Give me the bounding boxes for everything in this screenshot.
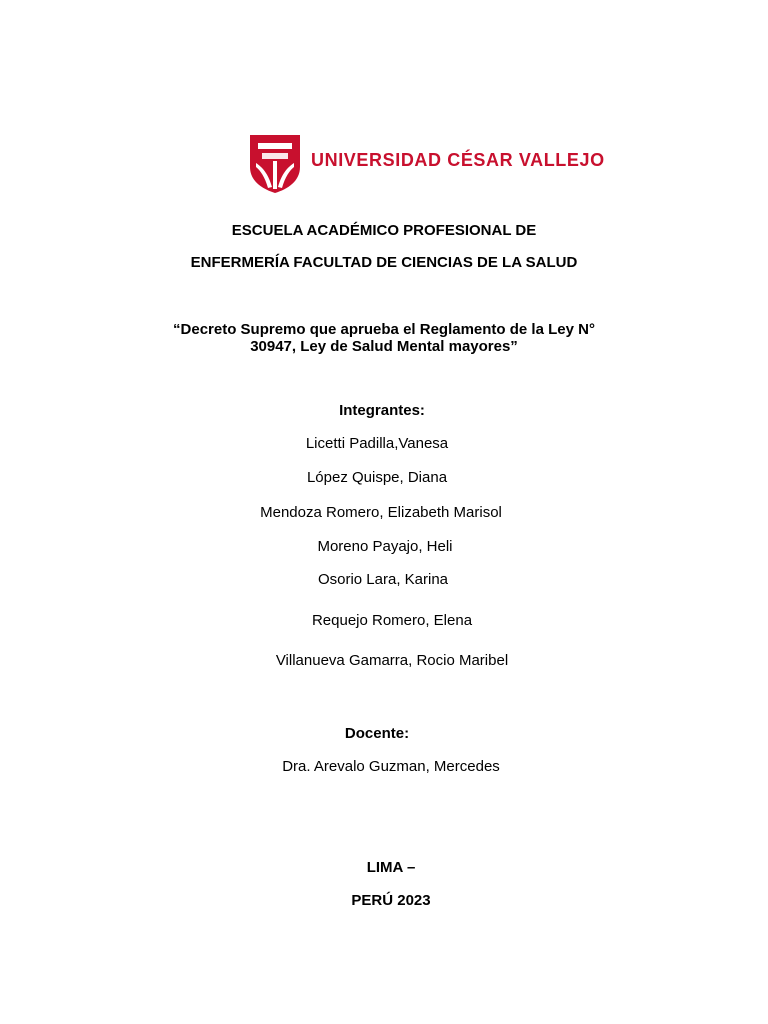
member-name: Villanueva Gamarra, Rocio Maribel	[275, 652, 509, 669]
university-logo	[248, 133, 605, 195]
document-title-line-1: “Decreto Supremo que aprueba el Reglamento de la Ley N°	[173, 321, 595, 338]
member-name: Licetti Padilla,Vanesa	[305, 435, 449, 452]
faculty-line: ENFERMERÍA FACULTAD DE CIENCIAS DE LA SALUD	[190, 254, 578, 271]
teacher-name: Dra. Arevalo Guzman, Mercedes	[282, 758, 500, 775]
members-heading: Integrantes:	[339, 402, 425, 419]
university-name: UNIVERSIDAD CÉSAR VALLEJO	[311, 150, 605, 170]
member-name: López Quispe, Diana	[306, 469, 448, 486]
member-name: Requejo Romero, Elena	[311, 612, 473, 629]
shield-icon	[248, 133, 302, 195]
city-line: LIMA –	[366, 859, 416, 876]
member-name: Osorio Lara, Karina	[317, 571, 449, 588]
member-name: Mendoza Romero, Elizabeth Marisol	[260, 504, 502, 521]
member-name: Moreno Payajo, Heli	[317, 538, 453, 555]
school-line: ESCUELA ACADÉMICO PROFESIONAL DE	[231, 222, 537, 239]
country-year-line: PERÚ 2023	[351, 892, 431, 909]
teacher-heading: Docente:	[344, 725, 410, 742]
document-title-line-2: 30947, Ley de Salud Mental mayores”	[250, 338, 518, 355]
